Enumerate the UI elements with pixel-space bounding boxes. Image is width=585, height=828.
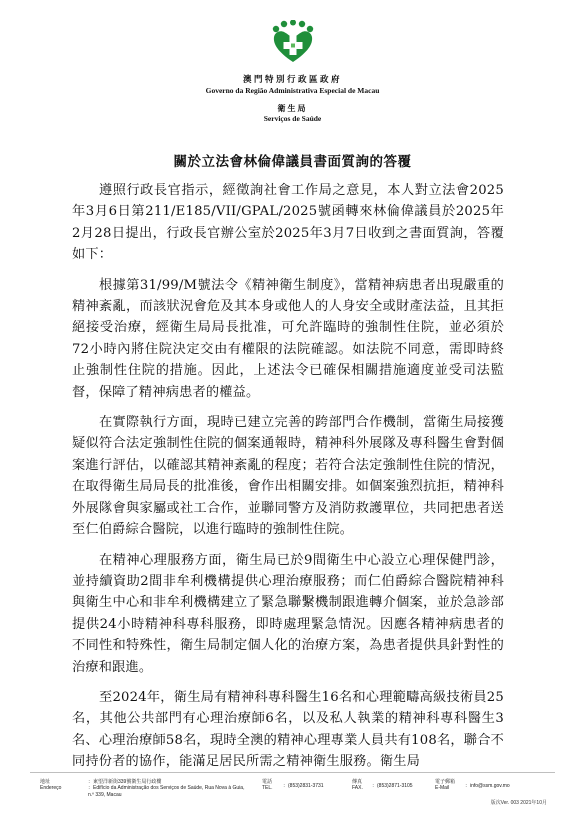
fax-number: ：(853)2871-3105 — [372, 783, 413, 789]
address-portuguese: ：Edifício da Administração dos Serviços de Saúde, Rua Nova à Guia, n.º 339, Macau — [88, 785, 245, 798]
tel-label-chinese: 電話 — [262, 779, 273, 785]
email-address: ：info@ssm.gov.mo — [465, 783, 510, 789]
fax-label-chinese: 傳真 — [352, 779, 363, 785]
paragraph-implementation: 在實際執行方面，現時已建立完善的跨部門合作機制，當衛生局接獲疑似符合法定強制性住院的個案通報時，精神科外展隊及專科醫生會對個案進行評估，以確認其精神紊亂的程度；若符合法定強制性住院的情況，在取得衛生局局長的批准後，會作出相關安排。如個案強烈抗拒，精神科外展隊會與家屬或社工合作，並聯同警方及消防救護單位，共同把患者送至仁伯爵綜合醫院，以進行臨時的強制性住院。 — [72, 415, 504, 538]
health-bureau-logo-icon — [270, 20, 316, 64]
footer-divider — [30, 772, 555, 773]
tel-number: ：(853)2831-3731 — [283, 783, 324, 789]
document-title: 關於立法會林倫偉議員書面質詢的答覆 — [173, 154, 412, 170]
email-label-portuguese: E-Mail — [435, 785, 450, 791]
paragraph-intro: 遵照行政長官指示，經徵詢社會工作局之意見，本人對立法會2025年3月6日第211/E185/VII/GPAL/2025號函轉來林倫偉議員於2025年2月28日提出，行政長官辦公室於2025年3月7日收到之書面質詢，答覆如下： — [72, 183, 504, 263]
paragraph-legal-basis: 根據第31/99/M號法令《精神衛生制度》，當精神病患者出現嚴重的精神紊亂，而該狀況會危及其本身或他人的人身安全或財產法益，且其拒絕接受治療，經衛生局局長批准，可允許臨時的強制性住院，並必須於72小時內將住院決定交由有權限的法院確認。如法院不同意，需即時終止強制性住院的措施。因此，上述法令已確保相關措施適度並受司法監督，保障了精神病患者的權益。 — [72, 277, 504, 400]
government-name-chinese: 澳門特別行政區政府 — [242, 75, 342, 85]
department-name-portuguese: Serviços de Saúde — [263, 114, 322, 123]
department-name-chinese: 衛生局 — [277, 103, 308, 113]
address-label-chinese: 地址 — [40, 779, 51, 785]
email-label-chinese: 電子郵箱 — [435, 779, 456, 785]
address-label-portuguese: Endereço — [40, 785, 62, 791]
government-name-portuguese: Governo da Região Administrativa Especial de Macau — [205, 86, 380, 95]
address-chinese: ：東望洋新街339號衛生局行政樓 — [88, 779, 162, 785]
document-body — [72, 180, 504, 782]
paragraph-staffing: 至2024年，衛生局有精神科專科醫生16名和心理範疇高級技術員25名，其他公共部門有心理治療師6名，以及私人執業的精神科專科醫生3名、心理治療師58名，現時全澳的精神心理專業人員共有108名，聯合不同持份者的協作，能滿足居民所需之精神衛生服務。衛生局 — [72, 689, 504, 770]
tel-label-portuguese: TEL. — [262, 785, 273, 791]
paragraph-services: 在精神心理服務方面，衛生局已於9間衛生中心設立心理保健門診，並持續資助2間非牟利機構提供心理治療服務；而仁伯爵綜合醫院精神科與衛生中心和非牟利機構建立了緊急聯繫機制跟進轉介個案，並於急診部提供24小時精神科專科服務，即時處理緊急情況。因應各精神病患者的不同性和特殊性，衛生局制定個人化的治療方案，為患者提供具針對性的治療和跟進。 — [72, 552, 504, 675]
document-version: 版次Ver. 003 2021年10月 — [490, 800, 547, 806]
fax-label-portuguese: FAX. — [352, 785, 363, 791]
